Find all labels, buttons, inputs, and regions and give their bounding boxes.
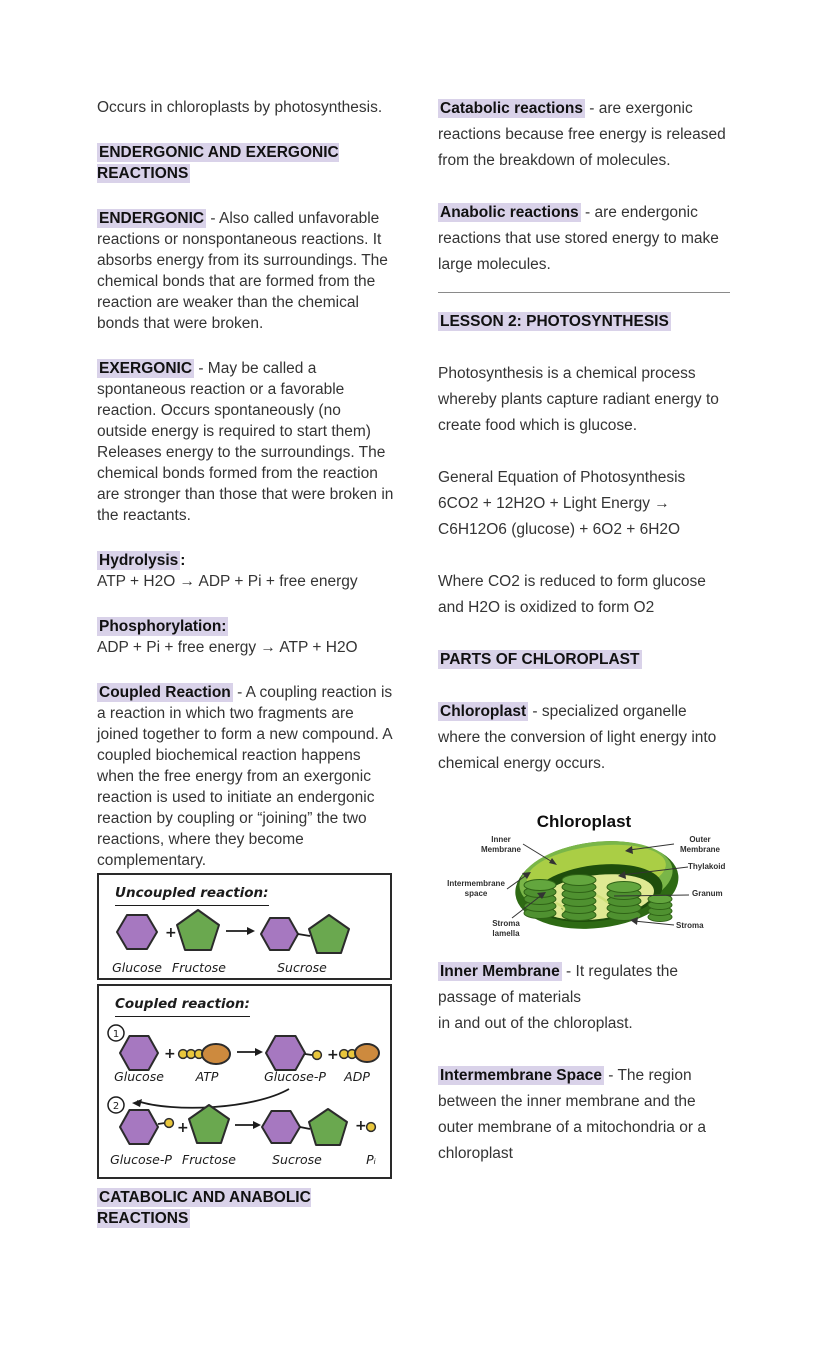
- coupled-reaction-term: Coupled Reaction: [99, 684, 231, 701]
- equation-block: [438, 465, 730, 543]
- photosynthesis-paragraph: Photosynthesis is a chemical process whereby plants capture radiant energy to create food which is glucose.: [438, 365, 719, 434]
- fructose-label: Fructose: [172, 960, 226, 975]
- bond-line: [305, 1054, 312, 1055]
- coupled-reaction-body: - A coupling reaction is a reaction in which two fragments are joined together to form a new compound. A coupled biochemical reaction happens when the free energy from an exergonic reaction is used to initiate an endergonic reaction by coupling or “joining” the two reactions, where they become complementary.: [97, 684, 393, 869]
- chloroplast-body: - specialized organelle where the conversion of light energy into chemical energy occurs.: [438, 703, 717, 772]
- hydrolysis-block: [97, 550, 395, 592]
- chloroplast-paragraph: [438, 699, 730, 777]
- phosphate-bead: [165, 1119, 174, 1128]
- fructose-label: Fructose: [182, 1152, 236, 1167]
- outer-membrane-figure-label: Outer Membrane: [679, 835, 720, 854]
- sucrose-hexagon: [261, 918, 298, 950]
- reaction-arrow-head: [253, 1121, 261, 1129]
- catabolic-paragraph: [438, 96, 730, 174]
- catabolic-body: - are exergonic reactions because free energy is released from the breakdown of molecules.: [438, 100, 726, 169]
- equation-line-2: 6CO2 + 12H2O + Light Energy →: [438, 495, 670, 512]
- uncoupled-reaction-drawing: [99, 906, 390, 978]
- plus-sign: +: [177, 1120, 189, 1136]
- bond-line: [298, 934, 310, 936]
- adp-body: [355, 1044, 379, 1062]
- plus-sign: +: [355, 1118, 367, 1134]
- catabolic-term: Catabolic reactions: [440, 100, 583, 117]
- coupling-curved-arrow: [137, 1089, 289, 1108]
- phosphorylation-equation: ADP + Pi + free energy → ATP + H2O: [97, 639, 358, 656]
- glucose-hexagon-2: [120, 1036, 158, 1070]
- reaction-arrow-head: [247, 927, 255, 935]
- equation-line-3: C6H12O6 (glucose) + 6O2 + 6H2O: [438, 521, 681, 538]
- hydrolysis-term: Hydrolysis: [99, 552, 179, 569]
- glucose-p-label: Glucose-P: [264, 1069, 326, 1084]
- anabolic-paragraph: [438, 200, 730, 278]
- plus-sign: +: [164, 1046, 176, 1062]
- hydrolysis-equation: ATP + H2O → ADP + Pi + free energy: [97, 573, 358, 590]
- pi-bead: [367, 1123, 376, 1132]
- coupled-reaction-title: Coupled reaction:: [115, 994, 250, 1017]
- glucose-hexagon: [117, 915, 157, 949]
- intermembrane-space-figure-label: Intermembrane space: [447, 879, 505, 898]
- anabolic-term: Anabolic reactions: [440, 204, 579, 221]
- step-2-number: 2: [112, 1101, 120, 1112]
- pi-label: Pᵢ: [366, 1152, 376, 1167]
- coupled-reaction-panel: [97, 984, 392, 1179]
- anabolic-body: - are endergonic reactions that use stored energy to make large molecules.: [438, 204, 719, 273]
- inner-membrane-paragraph: [438, 959, 730, 1037]
- section-divider: [438, 292, 730, 293]
- left-column: [97, 97, 395, 1253]
- glucose-p-hexagon: [266, 1036, 305, 1070]
- sucrose-label: Sucrose: [277, 960, 327, 975]
- fructose-pentagon-2: [189, 1105, 229, 1143]
- endergonic-body: - Also called unfavorable reactions or nonspontaneous reactions. It absorbs energy from its surroundings. The chemical bonds that are formed from the reaction are weaker than the chemical bonds that were broken.: [97, 210, 388, 332]
- atp-body: [202, 1044, 230, 1064]
- chloroplast-figure-title: Chloroplast: [536, 812, 632, 831]
- reaction-arrow-head: [255, 1048, 263, 1056]
- exergonic-term: EXERGONIC: [99, 360, 193, 377]
- plus-sign: +: [327, 1047, 339, 1063]
- atp-label: ATP: [195, 1069, 219, 1084]
- hydrolysis-colon: :: [180, 552, 186, 569]
- sucrose-label: Sucrose: [272, 1152, 322, 1167]
- glucose-p-label: Glucose-P: [110, 1152, 172, 1167]
- where-paragraph: Where CO2 is reduced to form glucose and H2O is oxidized to form O2: [438, 573, 706, 616]
- sucrose-pentagon-2: [309, 1109, 347, 1145]
- heading-catabolic-anabolic: [97, 1187, 395, 1229]
- adp-label: ADP: [344, 1069, 370, 1084]
- coupling-arrow-head: [132, 1099, 142, 1107]
- right-column: [438, 96, 730, 1193]
- inner-membrane-body: - It regulates the passage of materials: [438, 963, 679, 1006]
- intermembrane-space-paragraph: [438, 1063, 730, 1167]
- equation-line-1: General Equation of Photosynthesis: [438, 469, 686, 486]
- phosphorylation-term: Phosphorylation:: [99, 618, 227, 635]
- heading-lesson-2: [438, 309, 730, 335]
- endergonic-term: ENDERGONIC: [99, 210, 205, 227]
- intermembrane-space-term: Intermembrane Space: [440, 1067, 602, 1084]
- phosphorylation-block: [97, 616, 395, 658]
- intro-paragraph: Occurs in chloroplasts by photosynthesis.: [97, 99, 383, 116]
- heading-parts-of-chloroplast: [438, 647, 730, 673]
- uncoupled-reaction-panel: [97, 873, 392, 980]
- phosphate-bead: [313, 1051, 322, 1060]
- glucose-label: Glucose: [112, 960, 162, 975]
- step-1-number: 1: [112, 1029, 120, 1040]
- fructose-pentagon: [177, 910, 219, 950]
- uncoupled-reaction-title: Uncoupled reaction:: [115, 883, 269, 906]
- heading-endergonic-exergonic-text: ENDERGONIC AND EXERGONIC REACTIONS: [97, 144, 339, 182]
- coupled-reaction-drawing: [99, 1017, 390, 1177]
- heading-lesson-2-text: LESSON 2: PHOTOSYNTHESIS: [440, 313, 669, 330]
- sucrose-hexagon-2: [262, 1111, 300, 1143]
- reaction-diagram: [97, 873, 395, 1179]
- sucrose-pentagon: [309, 915, 349, 953]
- endergonic-paragraph: [97, 208, 395, 334]
- glucose-label: Glucose: [114, 1069, 164, 1084]
- stroma-lamella-figure-label: Stroma lamella: [492, 919, 520, 938]
- inner-membrane-term: Inner Membrane: [440, 963, 560, 980]
- chloroplast-figure: [438, 813, 730, 953]
- chloroplast-term: Chloroplast: [440, 703, 527, 720]
- plus-sign: +: [165, 925, 177, 941]
- coupled-reaction-paragraph: [97, 682, 395, 871]
- heading-parts-of-chloroplast-text: PARTS OF CHLOROPLAST: [440, 651, 640, 668]
- stroma-figure-label: Stroma: [676, 921, 704, 930]
- glucose-p-hexagon-2: [120, 1110, 158, 1144]
- inner-membrane-figure-label: Inner Membrane: [480, 835, 521, 854]
- heading-endergonic-exergonic: [97, 142, 395, 184]
- granum-figure-label: Granum: [692, 889, 723, 898]
- thylakoid-figure-label: Thylakoid: [688, 862, 726, 871]
- exergonic-body: - May be called a spontaneous reaction or a favorable reaction. Occurs spontaneously (no outside energy is required to start them) Releases energy to the surroundings. The chemical bonds formed from the reaction are stronger than those that were broken in the reactants.: [97, 360, 394, 524]
- exergonic-paragraph: [97, 358, 395, 526]
- bond-line: [300, 1127, 310, 1129]
- intermembrane-space-body: - The region between the inner membrane and the outer membrane of a mitochondria or a chloroplast: [438, 1067, 706, 1162]
- inner-membrane-body-2: in and out of the chloroplast.: [438, 1015, 633, 1032]
- heading-catabolic-anabolic-text: CATABOLIC AND ANABOLIC REACTIONS: [97, 1189, 311, 1227]
